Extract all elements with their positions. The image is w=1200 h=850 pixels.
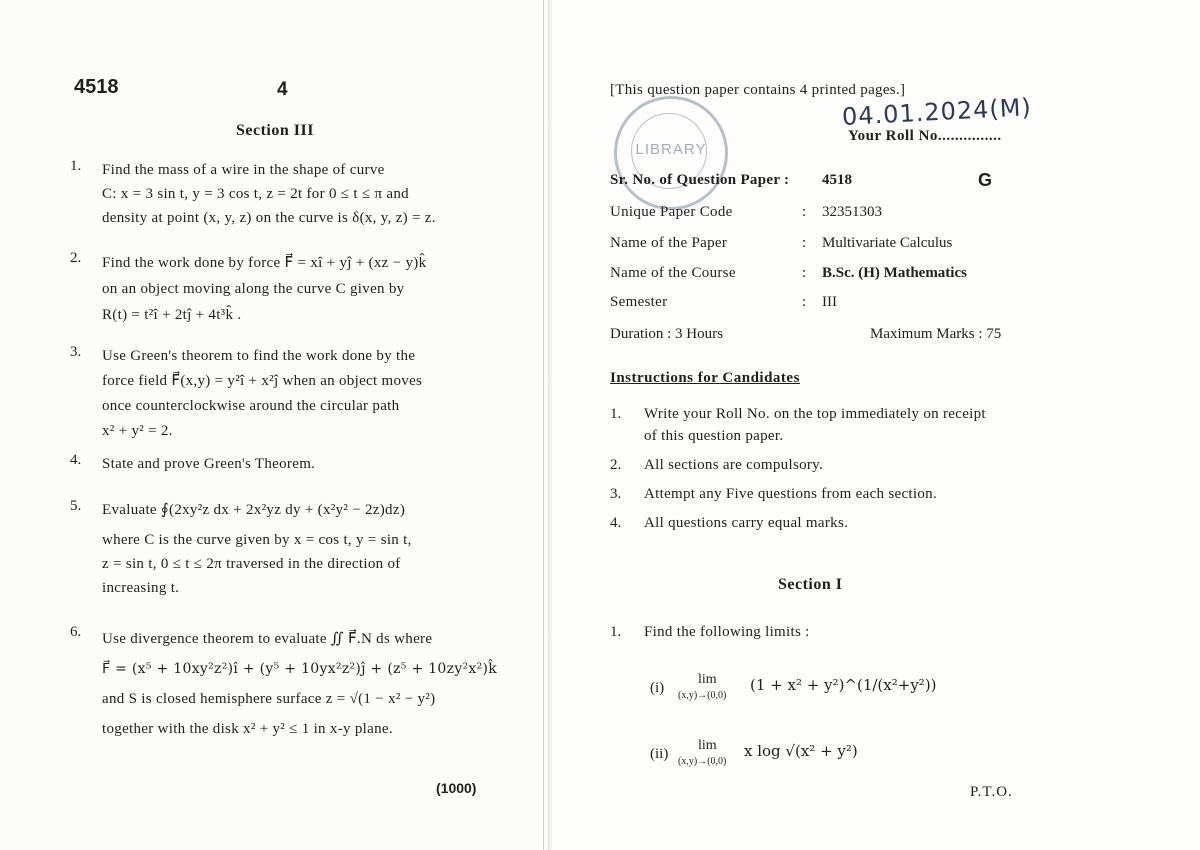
question-line: z = sin t, 0 ≤ t ≤ 2π traversed in the direction of [102,556,401,572]
sr-no-value: 4518 [822,172,852,188]
question-line: force field F⃗(x,y) = y²î + x²ĵ when an object moves [102,373,423,389]
question-line: R(t) = t²î + 2tĵ + 4t³k̂ . [102,307,242,323]
question-number: 4. [70,452,82,468]
handwritten-date: 04.01.2024(M) [841,93,1033,131]
right-page [552,0,1200,850]
question-number: 1. [610,624,622,640]
paper-name-label: Name of the Paper [610,235,728,251]
question-text: Find the following limits : [644,624,810,640]
separator: : [802,235,807,251]
question-line: Use Green's theorem to find the work done by the [102,348,416,364]
page-number: 4 [277,79,288,100]
part-label: (i) [650,680,665,696]
instruction-number: 2. [610,457,622,473]
question-line: Evaluate ∮(2xy²z dx + 2x²yz dy + (x²y² − 2z)dz) [102,502,406,518]
question-text [102,452,487,476]
question-text [102,250,487,328]
question-line: where C is the curve given by x = cos t, y = sin t, [102,532,412,548]
unique-code-label: Unique Paper Code [610,204,733,220]
question-line: Use divergence theorem to evaluate ∬ F⃗.N ds where [102,631,433,647]
question-line: and S is closed hemisphere surface z = √(1 − x² − y²) [102,691,436,707]
course-name-label: Name of the Course [610,265,736,281]
question-line: once counterclockwise around the circular path [102,398,400,414]
maximum-marks: Maximum Marks : 75 [870,326,1002,342]
question-line: State and prove Green's Theorem. [102,456,316,472]
instruction-number: 1. [610,406,622,422]
instruction-text: All sections are compulsory. [644,457,824,473]
question-line: x² + y² = 2. [102,423,173,439]
separator: : [802,204,807,220]
section-title: Section III [236,122,314,139]
question-number: 5. [70,498,82,514]
separator: : [802,265,807,281]
question-number: 1. [70,158,82,174]
print-count: (1000) [436,780,477,796]
paper-name-value: Multivariate Calculus [822,235,953,251]
question-line: Find the work done by force F⃗ = xî + yĵ + (xz − y)k̂ [102,255,427,271]
course-name-value: B.Sc. (H) Mathematics [822,265,967,281]
question-text [102,498,487,600]
question-line: increasing t. [102,580,180,596]
duration: Duration : 3 Hours [610,326,723,342]
paper-code: 4518 [74,76,119,98]
semester-value: III [822,294,837,310]
limit-keyword: lim [698,738,717,753]
instruction-text: Attempt any Five questions from each section. [644,486,938,502]
question-text [102,158,487,230]
stamp-label: LIBRARY [635,141,707,158]
roll-number-label: Your Roll No............... [848,128,1002,144]
part-label: (ii) [650,746,669,762]
left-page [0,0,550,850]
limit-expression: x log √(x² + y²) [744,742,858,760]
question-line: together with the disk x² + y² ≤ 1 in x-y plane. [102,721,393,737]
instructions-title: Instructions for Candidates [610,370,800,386]
instruction-text: All questions carry equal marks. [644,515,849,531]
question-line: C: x = 3 sin t, y = 3 cos t, z = 2t for 0 ≤ t ≤ π and [102,186,409,202]
limit-expression: (1 + x² + y²)^(1/(x²+y²)) [750,676,937,694]
question-text [102,344,487,444]
sr-no-label: Sr. No. of Question Paper : [610,172,790,188]
question-text [102,624,498,744]
library-stamp [614,96,728,210]
question-line: F⃗ = (x⁵ + 10xy²z²)î + (y⁵ + 10yx²z²)ĵ + (z⁵ + 10zy²x²)k̂ [102,661,498,677]
page-edge [543,0,544,850]
question-line: density at point (x, y, z) on the curve is δ(x, y, z) = z. [102,210,436,226]
question-line: on an object moving along the curve C given by [102,281,405,297]
instruction-text: Write your Roll No. on the top immediately on receipt [644,406,986,422]
semester-label: Semester [610,294,668,310]
header-note: [This question paper contains 4 printed pages.] [610,82,906,98]
question-number: 3. [70,344,82,360]
question-number: 2. [70,250,82,266]
question-line: Find the mass of a wire in the shape of curve [102,162,385,178]
question-number: 6. [70,624,82,640]
limit-keyword: lim [698,672,717,687]
unique-code-value: 32351303 [822,204,882,220]
please-turn-over: P.T.O. [970,784,1013,800]
section-title: Section I [778,576,843,593]
instruction-number: 4. [610,515,622,531]
limit-subscript: (x,y)→(0,0) [678,756,727,767]
set-letter: G [978,170,993,190]
limit-subscript: (x,y)→(0,0) [678,690,727,701]
instruction-text: of this question paper. [644,428,784,444]
instruction-number: 3. [610,486,622,502]
separator: : [802,294,807,310]
